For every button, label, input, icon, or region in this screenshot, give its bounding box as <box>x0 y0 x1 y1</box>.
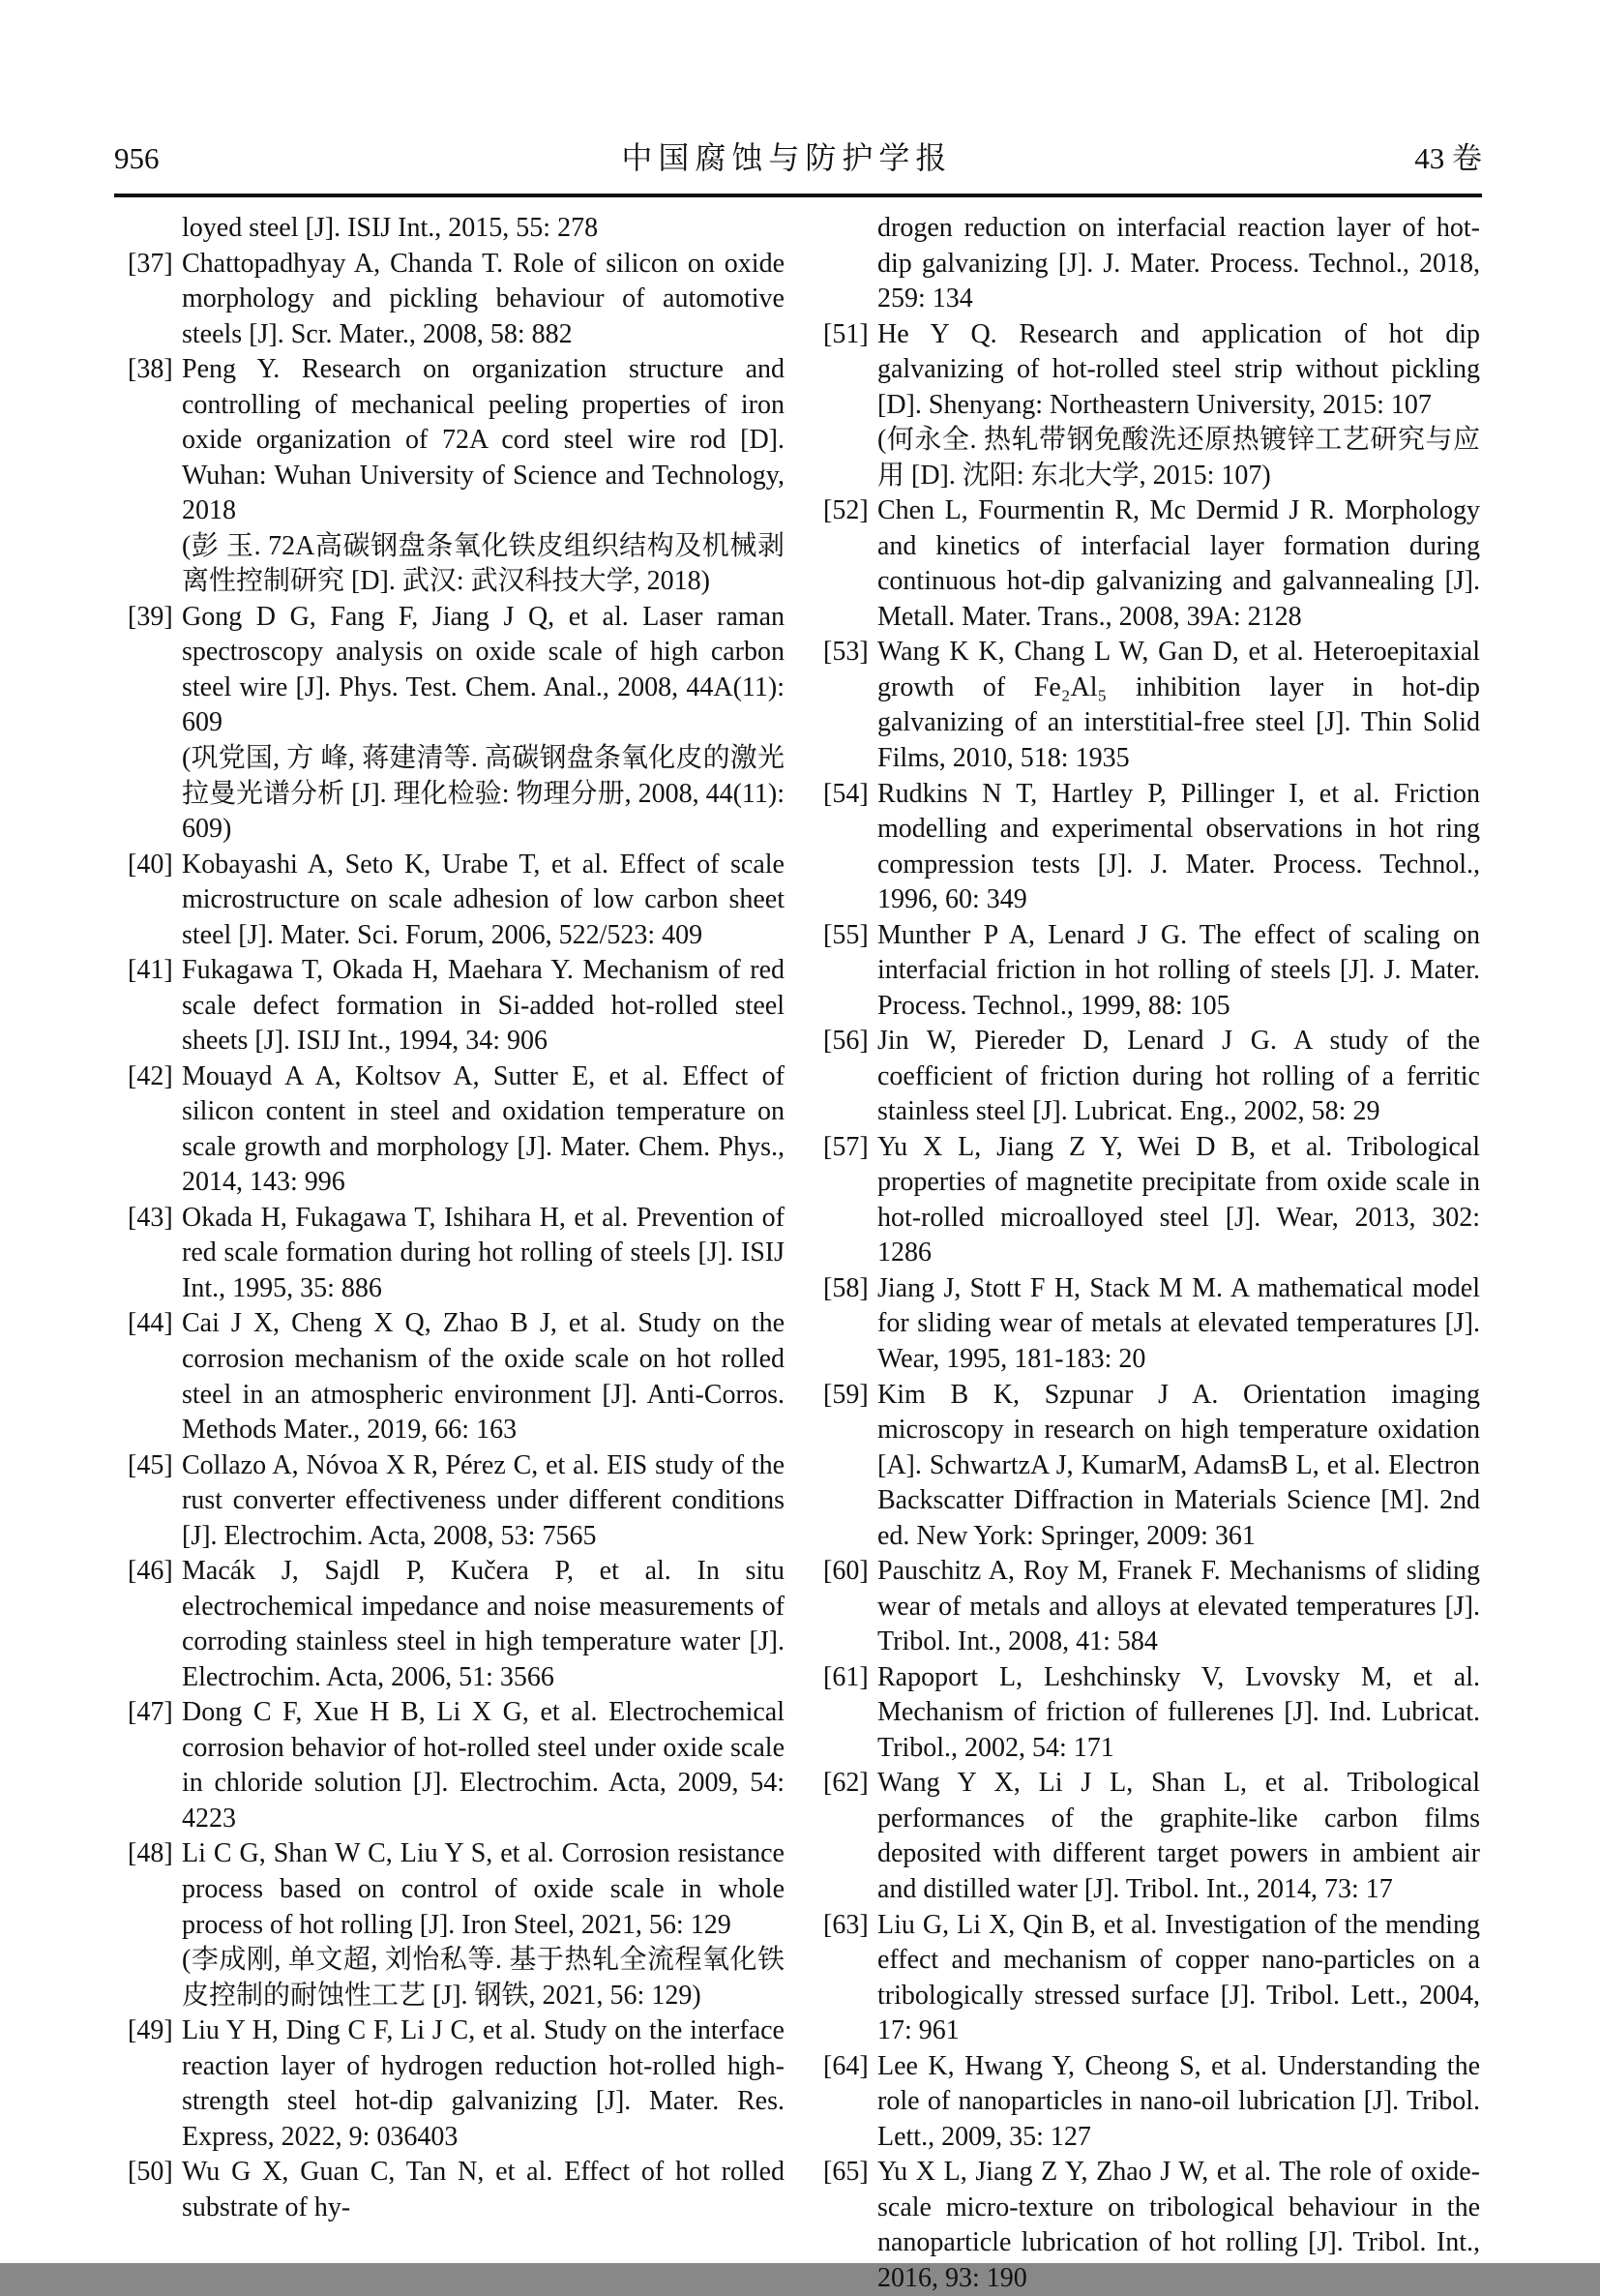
reference-number: [53] <box>823 637 869 668</box>
reference-number: [60] <box>823 1556 869 1587</box>
reference-item <box>128 1306 785 1447</box>
reference-item <box>823 1766 1480 1907</box>
reference-translation: (彭 玉. 72A高碳钢盘条氧化铁皮组织结构及机械剥离性控制研究 [D]. 武汉: 武汉科技大学, 2018) <box>182 530 785 597</box>
reference-text: Lee K, Hwang Y, Cheong S, et al. Understanding the role of nanoparticles in nano-oil lubrication [J]. Tribol. Lett., 2009, 35: 127 <box>877 2050 1480 2152</box>
reference-translation: (李成刚, 单文超, 刘怡私等. 基于热轧全流程氧化铁皮控制的耐蚀性工艺 [J]. 钢铁, 2021, 56: 129) <box>182 1945 785 2011</box>
reference-number: [45] <box>128 1449 173 1480</box>
reference-number: [42] <box>128 1060 173 1091</box>
reference-number: [63] <box>823 1909 869 1940</box>
reference-number: [52] <box>823 495 869 526</box>
reference-number: [41] <box>128 955 173 986</box>
reference-item <box>128 1695 785 1836</box>
reference-item <box>823 1271 1480 1378</box>
volume-number: 43 卷 <box>1414 141 1482 175</box>
reference-translation: (何永全. 热轧带钢免酸洗还原热镀锌工艺研究与应用 [D]. 沈阳: 东北大学, 2015: 107) <box>877 425 1480 491</box>
reference-text: Macák J, Sajdl P, Kučera P, et al. In situ electrochemical impedance and noise measurements of corroding stainless steel in high temperature water [J]. Electrochim. Acta, 2006, 51: 3566 <box>182 1556 785 1692</box>
reference-text: Cai J X, Cheng X Q, Zhao B J, et al. Study on the corrosion mechanism of the oxide scale on hot rolled steel in an atmospheric environment [J]. Anti-Corros. Methods Mater., 2019, 66: 163 <box>182 1308 785 1446</box>
reference-item <box>128 848 785 954</box>
reference-number: [48] <box>128 1838 173 1869</box>
reference-text: Yu X L, Jiang Z Y, Zhao J W, et al. The role of oxide-scale micro-texture on tribological behaviour in the nanoparticle lubrication of hot rolling [J]. Tribol. Int., 2016, 93: 190 <box>877 2157 1480 2293</box>
reference-text: Chen L, Fourmentin R, Mc Dermid J R. Morphology and kinetics of interfacial layer formation during continuous hot-dip galvanizing and galvannealing [J]. Metall. Mater. Trans., 2008, 39A: 2128 <box>877 495 1480 632</box>
reference-text: Wang Y X, Li J L, Shan L, et al. Tribological performances of the graphite-like carbon films deposited with different target powers in ambient air and distilled water [J]. Tribol. Int., 2014, 73: 17 <box>877 1768 1480 1904</box>
reference-item <box>128 352 785 600</box>
reference-text: Li C G, Shan W C, Liu Y S, et al. Corrosion resistance process based on control of oxide scale in whole process of hot rolling [J]. Iron Steel, 2021, 56: 129 <box>182 1838 785 1940</box>
reference-item <box>128 953 785 1059</box>
reference-item <box>128 247 785 353</box>
reference-text: Okada H, Fukagawa T, Ishihara H, et al. Prevention of red scale formation during hot rolling of steels [J]. ISIJ Int., 1995, 35: 886 <box>182 1202 785 1303</box>
reference-text: Collazo A, Nóvoa X R, Pérez C, et al. EIS study of the rust converter effectiveness under different conditions [J]. Electrochim. Acta, 2008, 53: 7565 <box>182 1449 785 1551</box>
reference-item <box>823 1660 1480 1767</box>
reference-number: [54] <box>823 778 869 809</box>
reference-number: [46] <box>128 1556 173 1587</box>
reference-item <box>823 1024 1480 1130</box>
reference-item <box>823 635 1480 776</box>
reference-text: Dong C F, Xue H B, Li X G, et al. Electrochemical corrosion behavior of hot-rolled steel under oxide scale in chloride solution [J]. Electrochim. Acta, 2009, 54: 4223 <box>182 1697 785 1834</box>
reference-item <box>128 211 785 247</box>
reference-text: loyed steel [J]. ISIJ Int., 2015, 55: 278 <box>182 213 599 243</box>
references-section <box>128 211 1480 2296</box>
page-number: 956 <box>114 141 160 175</box>
reference-item <box>823 1908 1480 2049</box>
reference-number: [50] <box>128 2157 173 2188</box>
reference-text: Jin W, Piereder D, Lenard J G. A study of the coefficient of friction during hot rolling of a ferritic stainless steel [J]. Lubricat. Eng., 2002, 58: 29 <box>877 1026 1480 1127</box>
reference-item <box>823 493 1480 635</box>
reference-item <box>128 2155 785 2225</box>
reference-number: [51] <box>823 318 869 349</box>
reference-text: Liu G, Li X, Qin B, et al. Investigation of the mending effect and mechanism of copper nano-particles on a tribologically stressed surface [J]. Tribol. Lett., 2004, 17: 961 <box>877 1909 1480 2046</box>
reference-text: Munther P A, Lenard J G. The effect of scaling on interfacial friction in hot rolling of steels [J]. J. Mater. Process. Technol., 1999, 88: 105 <box>877 919 1480 1021</box>
reference-text: He Y Q. Research and application of hot dip galvanizing of hot-rolled steel strip without pickling [D]. Shenyang: Northeastern University, 2015: 107 <box>877 318 1480 420</box>
reference-text: Peng Y. Research on organization structure and controlling of mechanical peeling properties of iron oxide organization of 72A cord steel wire rod [D]. Wuhan: Wuhan University of Science and Technology, 2018 <box>182 354 785 526</box>
reference-number: [40] <box>128 849 173 880</box>
reference-number: [43] <box>128 1202 173 1233</box>
reference-number: [64] <box>823 2050 869 2081</box>
reference-item <box>128 1059 785 1201</box>
journal-title: 中国腐蚀与防护学报 <box>621 140 953 175</box>
reference-number: [58] <box>823 1272 869 1303</box>
reference-number: [56] <box>823 1026 869 1057</box>
reference-item <box>823 777 1480 918</box>
reference-item <box>823 211 1480 317</box>
reference-text: Pauschitz A, Roy M, Franek F. Mechanisms of sliding wear of metals and alloys at elevated temperatures [J]. Tribol. Int., 2008, 41: 584 <box>877 1556 1480 1657</box>
reference-item <box>128 1448 785 1555</box>
reference-item <box>823 2049 1480 2156</box>
reference-item <box>128 1554 785 1695</box>
reference-text: Mouayd A A, Koltsov A, Sutter E, et al. Effect of silicon content in steel and oxidation temperature on scale growth and morphology [J]. Mater. Chem. Phys., 2014, 143: 996 <box>182 1060 785 1198</box>
reference-text: Rapoport L, Leshchinsky V, Lvovsky M, et al. Mechanism of friction of fullerenes [J]. Ind. Lubricat. Tribol., 2002, 54: 171 <box>877 1661 1480 1763</box>
reference-translation: (巩党国, 方 峰, 蒋建清等. 高碳钢盘条氧化皮的激光拉曼光谱分析 [J]. 理化检验: 物理分册, 2008, 44(11): 609) <box>182 742 785 845</box>
reference-text: Yu X L, Jiang Z Y, Wei D B, et al. Tribological properties of magnetite precipitate from oxide scale in hot-rolled microalloyed steel [J]. Wear, 2013, 302: 1286 <box>877 1131 1480 1268</box>
references-right-column <box>823 211 1480 2296</box>
reference-text: Kobayashi A, Seto K, Urabe T, et al. Effect of scale microstructure on scale adhesion of low carbon sheet steel [J]. Mater. Sci. Forum, 2006, 522/523: 409 <box>182 849 785 950</box>
reference-item <box>128 1836 785 2013</box>
reference-item <box>823 1554 1480 1660</box>
reference-item <box>823 2155 1480 2296</box>
reference-item <box>128 2013 785 2155</box>
reference-item <box>128 1201 785 1307</box>
reference-number: [61] <box>823 1661 869 1692</box>
reference-item <box>823 1378 1480 1555</box>
reference-text: Wang K K, Chang L W, Gan D, et al. Heteroepitaxial growth of Fe₂Al₅ inhibition layer in hot-dip galvanizing of an interstitial-free steel [J]. Thin Solid Films, 2010, 518: 1935 <box>877 637 1480 773</box>
reference-item <box>823 918 1480 1025</box>
reference-text: Rudkins N T, Hartley P, Pillinger I, et al. Friction modelling and experimental observations in hot ring compression tests [J]. J. Mater. Process. Technol., 1996, 60: 349 <box>877 778 1480 915</box>
reference-number: [59] <box>823 1379 869 1410</box>
reference-number: [47] <box>128 1697 173 1728</box>
reference-number: [37] <box>128 248 173 279</box>
reference-text: Kim B K, Szpunar J A. Orientation imaging microscopy in research on high temperature oxidation [A]. SchwartzA J, KumarM, AdamsB L, et al. Electron Backscatter Diffraction in Materials Science [M]. 2nd ed. New York: Springer, 2009: 361 <box>877 1379 1480 1551</box>
reference-number: [49] <box>128 2015 173 2046</box>
reference-text: Jiang J, Stott F H, Stack M M. A mathematical model for sliding wear of metals at elevated temperatures [J]. Wear, 1995, 181-183: 20 <box>877 1272 1480 1374</box>
reference-item <box>823 1130 1480 1271</box>
reference-number: [38] <box>128 354 173 385</box>
reference-text: Fukagawa T, Okada H, Maehara Y. Mechanism of red scale defect formation in Si-added hot-rolled steel sheets [J]. ISIJ Int., 1994, 34: 906 <box>182 955 785 1057</box>
reference-text: drogen reduction on interfacial reaction layer of hot-dip galvanizing [J]. J. Mater. Process. Technol., 2018, 259: 134 <box>877 213 1480 314</box>
reference-text: Wu G X, Guan C, Tan N, et al. Effect of hot rolled substrate of hy- <box>182 2157 785 2222</box>
page-header <box>114 134 1482 197</box>
reference-number: [39] <box>128 601 173 632</box>
references-left-column <box>128 211 785 2296</box>
reference-number: [62] <box>823 1768 869 1799</box>
reference-text: Gong D G, Fang F, Jiang J Q, et al. Laser raman spectroscopy analysis on oxide scale of high carbon steel wire [J]. Phys. Test. Chem. Anal., 2008, 44A(11): 609 <box>182 601 785 738</box>
reference-number: [44] <box>128 1308 173 1339</box>
reference-number: [57] <box>823 1131 869 1162</box>
reference-text: Liu Y H, Ding C F, Li J C, et al. Study on the interface reaction layer of hydrogen reduction hot-rolled high-strength steel hot-dip galvanizing [J]. Mater. Res. Express, 2022, 9: 036403 <box>182 2015 785 2152</box>
reference-number: [55] <box>823 919 869 950</box>
reference-number: [65] <box>823 2157 869 2188</box>
reference-item <box>823 317 1480 494</box>
reference-text: Chattopadhyay A, Chanda T. Role of silicon on oxide morphology and pickling behaviour of automotive steels [J]. Scr. Mater., 2008, 58: 882 <box>182 248 785 349</box>
reference-item <box>128 600 785 848</box>
